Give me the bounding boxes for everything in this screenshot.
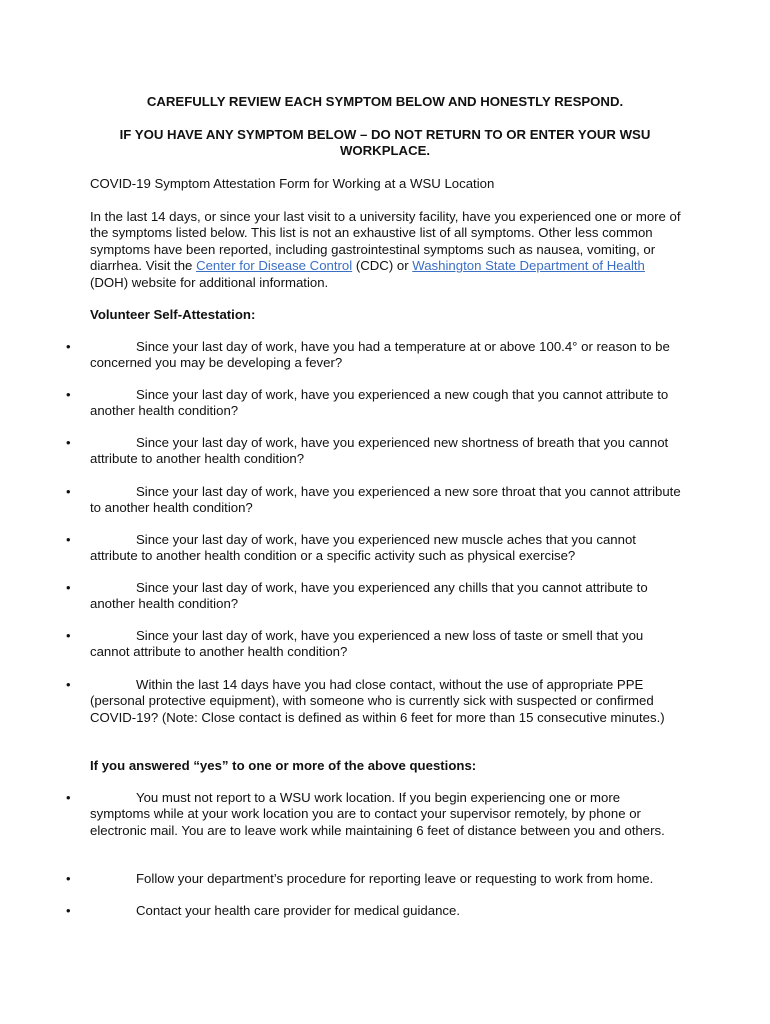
symptom-item: Since your last day of work, have you experienced new muscle aches that you cannot attribute to another health condition or a specific activity such as physical exercise? xyxy=(90,532,636,564)
intro-text-after: (DOH) website for additional information. xyxy=(90,274,329,290)
intro-text-before: In the last 14 days, or since your last visit to a university facility, have you experienced one or more of the symptoms listed below. This list is not an exhaustive list of all symptoms. Other less common symptoms have been reported, including gastrointestinal symptoms such as nausea, vomiting, or diarrhea. Visit the xyxy=(90,209,681,274)
bullet-marker: • xyxy=(66,339,71,354)
bullet-marker: • xyxy=(66,871,71,886)
bullet-marker: • xyxy=(66,580,71,595)
bullet-marker: • xyxy=(66,387,71,402)
symptom-item: Since your last day of work, have you experienced a new cough that you cannot attribute to another health condition? xyxy=(90,387,669,419)
bullet-marker: • xyxy=(66,435,71,450)
heading-review: CAREFULLY REVIEW EACH SYMPTOM BELOW AND HONESTLY RESPOND. xyxy=(146,94,624,109)
symptom-item: Since your last day of work, have you experienced any chills that you cannot attribute to another health condition? xyxy=(90,580,648,612)
bullet-marker: • xyxy=(66,677,71,692)
instruction-item: Follow your department’s procedure for reporting leave or requesting to work from home. xyxy=(136,871,654,886)
form-title: COVID-19 Symptom Attestation Form for Working at a WSU Location xyxy=(90,176,495,191)
yes-heading: If you answered “yes” to one or more of the above questions: xyxy=(90,758,477,773)
heading-do-not-return: IF YOU HAVE ANY SYMPTOM BELOW – DO NOT RETURN TO OR ENTER YOUR WSU WORKPLACE. xyxy=(119,127,651,159)
symptom-item: Since your last day of work, have you experienced new shortness of breath that you cannot attribute to another health condition? xyxy=(90,435,669,467)
bullet-marker: • xyxy=(66,532,71,547)
bullet-marker: • xyxy=(66,484,71,499)
doh-link[interactable]: Washington State Department of Health xyxy=(412,258,645,274)
bullet-marker: • xyxy=(66,628,71,643)
symptom-item: Within the last 14 days have you had close contact, without the use of appropriate PPE (personal protective equipment), with someone who is currently sick with suspected or confirmed COVID-19? (Note: Close contact is defined as within 6 feet for more than 15 consecutive minutes.) xyxy=(90,677,665,725)
instruction-item: Contact your health care provider for medical guidance. xyxy=(136,903,461,918)
instruction-item: You must not report to a WSU work location. If you begin experiencing one or more symptoms while at your work location you are to contact your supervisor remotely, by phone or electronic mail. You are to leave work while maintaining 6 feet of distance between you and others. xyxy=(90,790,665,838)
intro-text-between: (CDC) or xyxy=(352,258,413,274)
symptom-item: Since your last day of work, have you experienced a new sore throat that you cannot attribute to another health condition? xyxy=(90,484,681,516)
bullet-marker: • xyxy=(66,790,71,805)
symptom-item: Since your last day of work, have you experienced a new loss of taste or smell that you cannot attribute to another health condition? xyxy=(90,628,644,660)
bullet-marker: • xyxy=(66,903,71,918)
attestation-heading: Volunteer Self-Attestation: xyxy=(90,307,256,322)
symptom-item: Since your last day of work, have you had a temperature at or above 100.4° or reason to be concerned you may be developing a fever? xyxy=(90,339,670,371)
intro-paragraph xyxy=(90,209,682,291)
cdc-link[interactable]: Center for Disease Control xyxy=(196,258,353,274)
